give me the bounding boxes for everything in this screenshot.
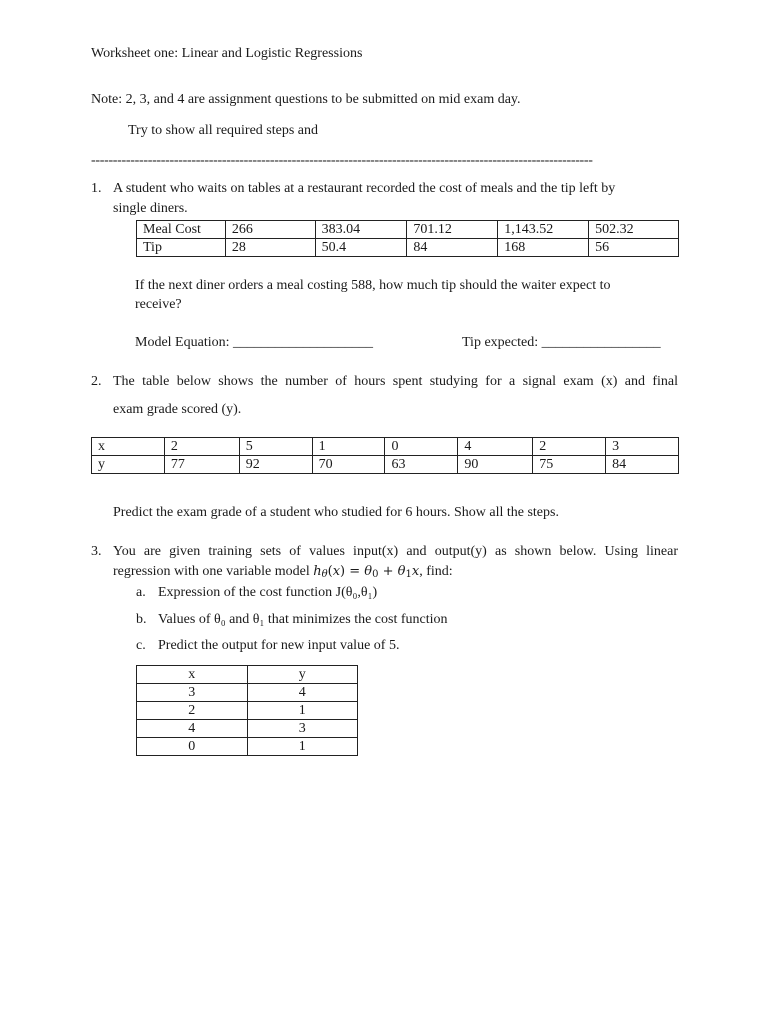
q3-text-line2-after: , find: [419,564,453,579]
q2-text-line2: exam grade scored (y). [113,402,242,417]
table-cell: 63 [385,456,458,474]
q3-text-line2 [113,564,453,580]
q3-text-line2-before: regression with one variable model [113,564,310,579]
q1-table [136,220,679,257]
table-row [137,221,679,239]
q2-text-line1: The table below shows the number of hours spent studying for a signal exam (x) and final [113,374,678,389]
table-header-cell: x [137,666,248,684]
note-text: Note: 2, 3, and 4 are assignment questions to be submitted on mid exam day. [91,92,521,107]
table-cell: 70 [312,456,385,474]
q3-number: 3. [91,544,102,559]
q2-question: Predict the exam grade of a student who studied for 6 hours. Show all the steps. [113,505,559,520]
q3-item-b-letter: b. [136,612,147,627]
hypothesis-formula: $h_\theta(x) = \theta_0 + \theta_1x$ [313,564,420,580]
q1-model-equation-label: Model Equation: ____________________ [135,335,373,350]
table-cell: 2 [137,702,248,720]
table-cell: 56 [589,239,679,257]
table-cell: Meal Cost [137,221,226,239]
table-cell: 266 [225,221,315,239]
table-cell: 383.04 [315,221,407,239]
table-cell: 50.4 [315,239,407,257]
table-cell: 1 [312,438,385,456]
q1-question-line2: receive? [135,297,182,312]
worksheet-title: Worksheet one: Linear and Logistic Regressions [91,46,363,61]
table-cell: 75 [533,456,606,474]
table-cell: 3 [247,720,358,738]
table-row [137,684,358,702]
table-cell: 0 [137,738,248,756]
table-cell: 77 [164,456,239,474]
q1-number: 1. [91,181,102,196]
table-cell: 3 [606,438,679,456]
table-row [137,720,358,738]
table-cell: 4 [247,684,358,702]
table-cell: 5 [239,438,312,456]
table-cell: 4 [458,438,533,456]
q3-item-a-text: Expression of the cost function J(θ₀,θ₁) [158,585,378,600]
table-header-row [137,666,358,684]
table-cell: 90 [458,456,533,474]
q1-question-line1: If the next diner orders a meal costing 588, how much tip should the waiter expect to [135,278,611,293]
table-cell: Tip [137,239,226,257]
table-cell: 1,143.52 [498,221,589,239]
table-row [137,738,358,756]
table-cell: 1 [247,702,358,720]
table-cell: 502.32 [589,221,679,239]
q2-number: 2. [91,374,102,389]
table-cell: 0 [385,438,458,456]
table-cell: 2 [533,438,606,456]
table-header-cell: y [247,666,358,684]
q3-item-b-text: Values of θ₀ and θ₁ that minimizes the cost function [158,612,448,627]
table-cell: x [92,438,165,456]
table-cell: 168 [498,239,589,257]
q3-item-c-text: Predict the output for new input value of 5. [158,638,400,653]
instruction-text: Try to show all required steps and [128,123,319,138]
q3-item-c-letter: c. [136,638,146,653]
q1-tip-expected-label: Tip expected: _________________ [462,335,661,350]
q1-text-line1: A student who waits on tables at a restaurant recorded the cost of meals and the tip left by [113,181,616,196]
table-cell: y [92,456,165,474]
table-cell: 1 [247,738,358,756]
table-cell: 3 [137,684,248,702]
table-cell: 84 [407,239,498,257]
q3-item-a-letter: a. [136,585,146,600]
table-row [137,702,358,720]
q3-text-line1: You are given training sets of values input(x) and output(y) as shown below. Using linear [113,544,678,559]
divider-line: ------------------------------------------------------------------------------------------------------------------- [91,153,593,168]
table-cell: 92 [239,456,312,474]
table-row [92,438,679,456]
table-row [137,239,679,257]
table-row [92,456,679,474]
table-cell: 84 [606,456,679,474]
table-cell: 4 [137,720,248,738]
table-cell: 28 [225,239,315,257]
q3-table [136,665,358,756]
q2-table [91,437,679,474]
table-cell: 2 [164,438,239,456]
q1-text-line2: single diners. [113,201,188,216]
table-cell: 701.12 [407,221,498,239]
